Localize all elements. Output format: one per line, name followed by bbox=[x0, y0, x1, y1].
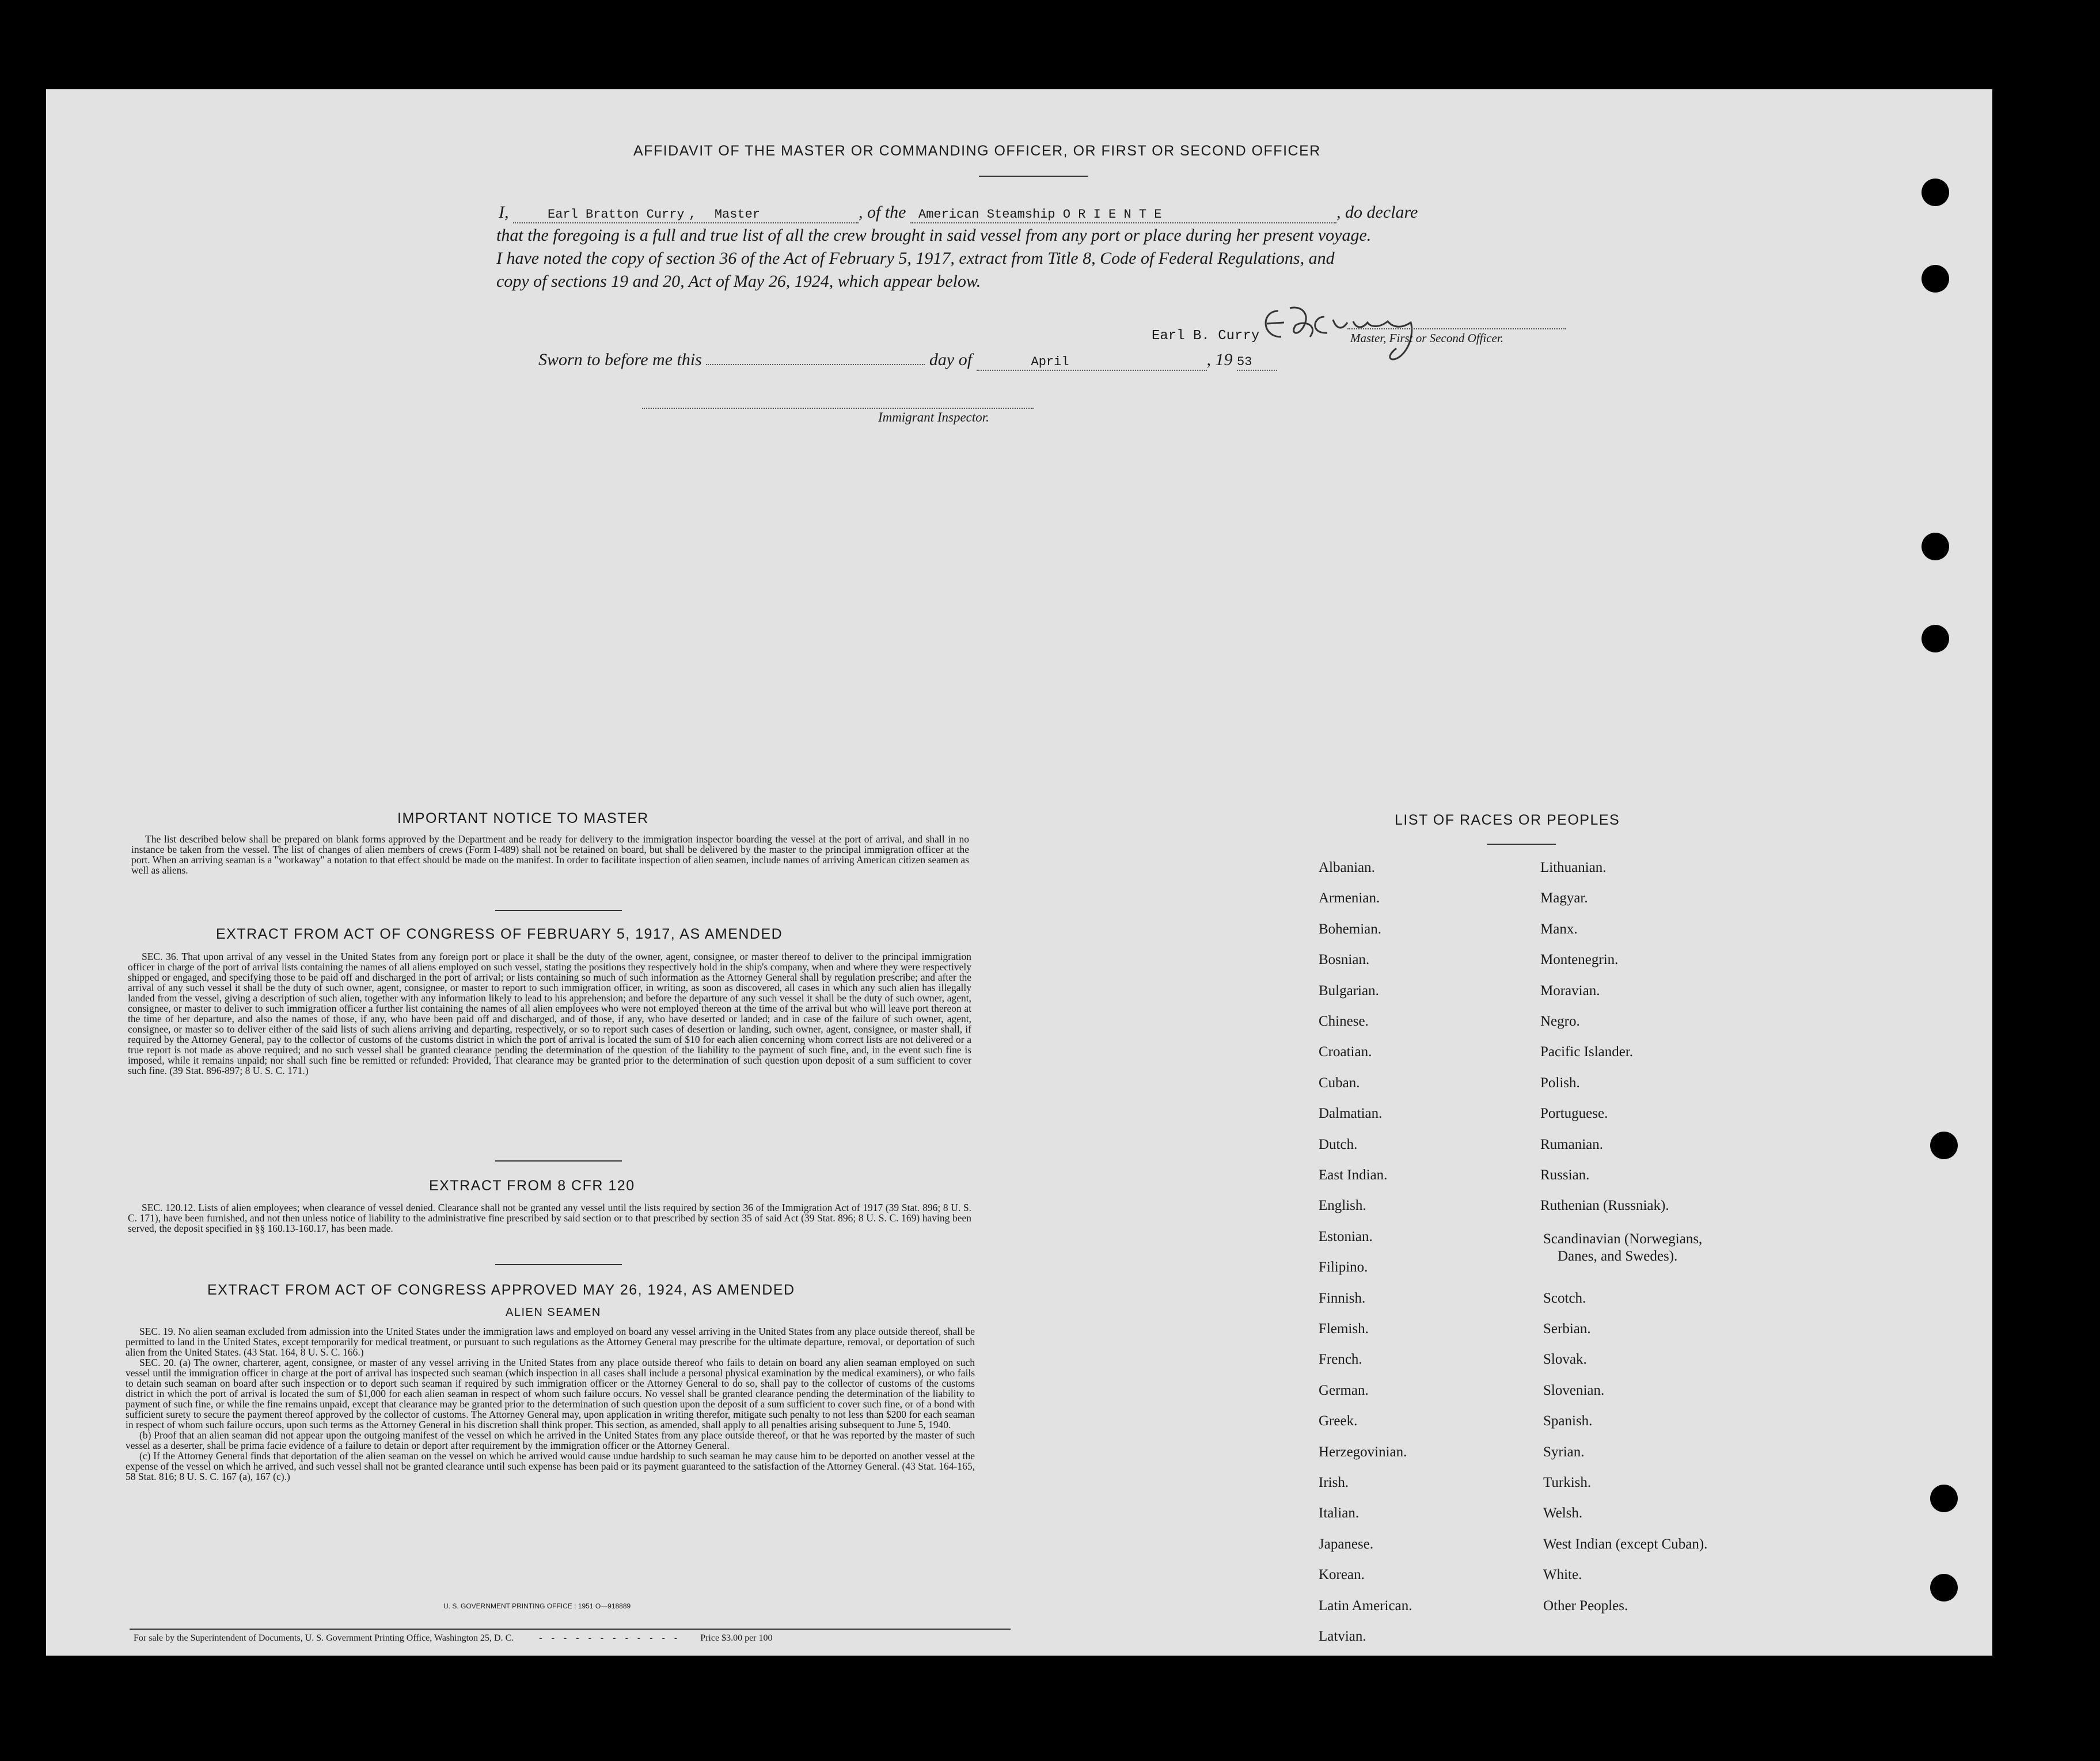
binder-hole bbox=[1921, 533, 1949, 560]
race-item: White. bbox=[1543, 1567, 1582, 1583]
affidavit-line-4: copy of sections 19 and 20, Act of May 26, 1924, which appear below. bbox=[496, 272, 981, 291]
race-item: Scandinavian (Norwegians, bbox=[1543, 1231, 1703, 1247]
race-item: Polish. bbox=[1540, 1075, 1580, 1091]
race-item: Spanish. bbox=[1543, 1413, 1593, 1429]
race-item: Italian. bbox=[1319, 1505, 1360, 1521]
inspector-signature-line bbox=[642, 408, 1034, 409]
race-item: Welsh. bbox=[1543, 1505, 1583, 1521]
i-label: I, bbox=[499, 203, 509, 222]
race-item: West Indian (except Cuban). bbox=[1543, 1536, 1708, 1552]
race-item: Estonian. bbox=[1319, 1228, 1373, 1244]
race-item: Filipino. bbox=[1319, 1259, 1368, 1276]
affidavit-title: AFFIDAVIT OF THE MASTER OR COMMANDING OFFICER, OR FIRST OR SECOND OFFICER bbox=[633, 143, 1321, 159]
race-item: Negro. bbox=[1540, 1014, 1580, 1029]
race-item: Croatian. bbox=[1319, 1044, 1372, 1060]
races-title-rule bbox=[1487, 844, 1556, 845]
race-item: Korean. bbox=[1319, 1567, 1365, 1583]
section-divider bbox=[495, 1264, 622, 1265]
race-item: English. bbox=[1319, 1198, 1366, 1214]
sworn-year: 53 bbox=[1237, 355, 1252, 369]
affidavit-line-2: that the foregoing is a full and true list of all the crew brought in said vessel from any port or place during her present voyage. bbox=[496, 226, 1372, 245]
race-item: Latvian. bbox=[1319, 1629, 1366, 1644]
vessel-name: American Steamship O R I E N T E bbox=[918, 207, 1162, 222]
binder-hole bbox=[1921, 265, 1949, 293]
race-item: Slovak. bbox=[1543, 1352, 1587, 1368]
signature-line bbox=[1347, 328, 1566, 329]
footer-rule bbox=[130, 1629, 1011, 1630]
notice-text: The list described below shall be prepared on blank forms approved by the Department and be ready for delivery to the immigration inspector boarding the vessel at the port of arrival, and shall in no instance be taken from the vessel. The list of changes of alien members of crews (Form I-489) shall not be retained on board, but shall be delivered by the master to the principal immigration officer at the port. When an arriving seaman is a "workaway" a notation to that effect should be made on the manifest. In order to facilitate inspection of alien seamen, include names of arriving American citizen seamen as well as aliens. bbox=[131, 833, 969, 876]
race-item: French. bbox=[1319, 1352, 1362, 1368]
race-item: Ruthenian (Russniak). bbox=[1540, 1198, 1669, 1214]
inspector-label: Immigrant Inspector. bbox=[878, 410, 989, 424]
race-item: Pacific Islander. bbox=[1540, 1044, 1634, 1060]
race-item: Albanian. bbox=[1319, 860, 1375, 875]
race-item: Moravian. bbox=[1540, 982, 1600, 999]
extract-1924-title: EXTRACT FROM ACT OF CONGRESS APPROVED MAY 26, 1924, AS AMENDED bbox=[207, 1282, 795, 1298]
signer-typed-name: Earl B. Curry bbox=[1152, 328, 1260, 344]
master-rank: Master bbox=[714, 207, 761, 222]
race-item: Herzegovinian. bbox=[1319, 1444, 1407, 1460]
binder-hole bbox=[1930, 1132, 1958, 1159]
extract-1924-text: SEC. 19. No alien seaman excluded from admission into the United States under the immigration laws and employed on board any vessel arriving in the United States from any place outside thereof, shall be permitted to land in the United States, except temporarily for medical treatment, or pursuant to such regulations as the Attorney General may prescribe for the ultimate departure, removal, or deportation of such alien from the United States. (43 Stat. 164, 8 U. S. C. 166.) SEC. 20. (a) The owner, charterer, agent, consignee, or master of any vessel arriving in the United States from any place outside thereof who fails to detain on board any alien seaman employed on such vessel until the immigration officer in charge at the port of arrival has inspected such seaman (which inspection in all cases shall include a personal physical examination by the medical examiners), or who fails to detain such seaman on board after such inspection or to deport such seaman if required by such immigration officer or the Attorney General to do so, shall pay to the collector of customs of the customs district in which the port of arrival is located the sum of $1,000 for each alien seaman in respect of whom such failure occurs. No vessel shall be granted clearance pending the determination of the liability to payment of such fine, or while the fine remains unpaid, except that clearance may be granted prior to the determination of such question upon the deposit of a sum sufficient to cover such fine, or of a bond with sufficient surety to secure the payment thereof approved by the collector of customs. The Attorney General may, upon application in writing therefor, mitigate such penalty to not less than $200 for each seaman in respect of whom such failure occurs, upon such terms as the Attorney General in his discretion shall think proper. This section, as amended, shall apply to all penalties arising subsequent to June 5, 1940. (b) Proof that an alien seaman did not appear upon the outgoing manifest of the vessel on which he arrived in the United States from any place outside thereof, or that he was reported by the master of such vessel as a deserter, shall be prima facie evidence of a failure to detain or deport after requirement by the immigration officer or the Attorney General. (c) If the Attorney General finds that deportation of the alien seaman on the vessel on which he arrived would cause undue hardship to such seaman he may cause him to be deported on another vessel at the expense of the vessel on which he arrived, and such vessel shall not be granted clearance until such expense has been paid or its payment guaranteed to the satisfaction of the Attorney General. (43 Stat. 164-165, 58 Stat. 816; 8 U. S. C. 167 (a), 167 (c).) bbox=[126, 1326, 975, 1482]
race-item: Latin American. bbox=[1319, 1597, 1412, 1614]
race-item: Magyar. bbox=[1540, 890, 1588, 906]
race-item: Finnish. bbox=[1319, 1290, 1366, 1306]
extract-1917-text: SEC. 36. That upon arrival of any vessel in the United States from any foreign port or place it shall be the duty of the owner, agent, consignee, or master thereof to deliver to the principal immigration officer in charge of the port of arrival lists containing the names of all aliens employed on such vessel, stating the positions they respectively hold in the ship's company, when and where they were respectively shipped or engaged, and specifying those to be paid off and discharged in the port of arrival; or lists containing so much of such information as the Attorney General shall by regulation prescribe; and after the arrival of any such vessel it shall be the duty of such owner, agent, consignee, or master to report to such immigration officer, in writing, as soon as discovered, all cases in which any such alien has illegally landed from the vessel, giving a description of such alien, together with any information likely to lead to his apprehension; and before the departure of any such vessel it shall be the duty of such owner, agent, consignee, or master to deliver to such immigration officer a further list containing the names of all alien employees who were not employed thereon at the time of the arrival but who will leave port thereon at the time of her departure, and also the names of those, if any, who have been paid off and discharged, and of those, if any, who have deserted or landed; and in case of the failure of such owner, agent, consignee, or master so to deliver either of the said lists of such aliens arriving and departing, respectively, or so to report such cases of desertion or landing, such owner, agent, consignee, or master shall, if required by the Attorney General, pay to the collector of customs of the customs district in which the port of arrival is located the sum of $10 for each alien concerning whom correct lists are not delivered or a true report is not made as above required; and no such vessel shall be granted clearance pending the determination of the question of the liability to the payment of such fine, and, in the event such fine is imposed, while it remains unpaid; nor shall such fine be remitted or refunded: Provided, That clearance may be granted prior to the determination of such question upon deposit of a sum sufficient to cover such fine. (39 Stat. 896-897; 8 U. S. C. 171.) bbox=[128, 951, 971, 1076]
race-item: Montenegrin. bbox=[1540, 952, 1619, 968]
race-item: Dutch. bbox=[1319, 1136, 1358, 1152]
race-item: Slovenian. bbox=[1543, 1382, 1605, 1398]
race-item: Greek. bbox=[1319, 1413, 1358, 1429]
race-item: Turkish. bbox=[1543, 1475, 1592, 1490]
master-name: Earl Bratton Curry bbox=[548, 207, 685, 222]
section-divider bbox=[495, 1160, 622, 1162]
race-item: Chinese. bbox=[1319, 1014, 1369, 1029]
gpo-line: U. S. GOVERNMENT PRINTING OFFICE : 1951 O—918889 bbox=[443, 1602, 631, 1610]
section-divider bbox=[495, 910, 622, 911]
race-item: Russian. bbox=[1540, 1167, 1590, 1183]
notice-title: IMPORTANT NOTICE TO MASTER bbox=[397, 810, 649, 826]
race-item: Portuguese. bbox=[1540, 1106, 1608, 1122]
race-item: Lithuanian. bbox=[1540, 860, 1607, 875]
race-item: Irish. bbox=[1319, 1475, 1349, 1490]
race-item: Danes, and Swedes). bbox=[1558, 1248, 1678, 1264]
race-item: Manx. bbox=[1540, 921, 1578, 937]
race-item: Scotch. bbox=[1543, 1290, 1586, 1306]
binder-hole bbox=[1930, 1485, 1958, 1512]
race-item: Bulgarian. bbox=[1319, 982, 1379, 999]
title-divider bbox=[979, 176, 1088, 177]
race-item: East Indian. bbox=[1319, 1167, 1388, 1183]
race-item: German. bbox=[1319, 1382, 1369, 1398]
signer-title: Master, First or Second Officer. bbox=[1350, 331, 1503, 345]
binder-hole bbox=[1921, 179, 1949, 206]
affidavit-line-3: I have noted the copy of section 36 of the Act of February 5, 1917, extract from Title 8, Code of Federal Regulations, and bbox=[496, 249, 1335, 268]
binder-hole bbox=[1921, 625, 1949, 652]
race-item: Bohemian. bbox=[1319, 921, 1382, 937]
race-item: Armenian. bbox=[1319, 890, 1380, 906]
extract-cfr-title: EXTRACT FROM 8 CFR 120 bbox=[429, 1178, 635, 1194]
sworn-month: April bbox=[1031, 355, 1069, 369]
extract-cfr-text: SEC. 120.12. Lists of alien employees; when clearance of vessel denied. Clearance shall not be granted any vessel until the lists required by section 36 of the Immigration Act of 1917 (39 Stat. 896; 8 U. S. C. 171), have been furnished, and not then unless notice of liability to the administrative fine prescribed by said section or to that prescribed by section 35 of said Act (39 Stat. 896; 8 U. S. C. 169) having been served, the deposit specified in §§ 160.13-160.17, has been made. bbox=[128, 1202, 971, 1234]
race-item: Serbian. bbox=[1543, 1321, 1591, 1337]
sworn-line: Sworn to before me this day of April , 19 53 bbox=[538, 350, 1277, 371]
race-item: Dalmatian. bbox=[1319, 1106, 1383, 1122]
extract-1917-title: EXTRACT FROM ACT OF CONGRESS OF FEBRUARY 5, 1917, AS AMENDED bbox=[216, 926, 783, 942]
affidavit-line-1: I, Earl Bratton Curry , Master , of the American Steamship O R I E N T E , do declare bbox=[499, 203, 1418, 223]
binder-hole bbox=[1930, 1574, 1958, 1601]
race-item: Rumanian. bbox=[1540, 1136, 1604, 1152]
race-item: Syrian. bbox=[1543, 1444, 1585, 1460]
footer-text: For sale by the Superintendent of Documents, U. S. Government Printing Office, Washington 25, D. C. - - - - - - - - - - - - Price $3.00 per 100 bbox=[134, 1633, 773, 1643]
race-item: Japanese. bbox=[1319, 1536, 1374, 1552]
races-title: LIST OF RACES OR PEOPLES bbox=[1395, 812, 1620, 828]
race-item: Other Peoples. bbox=[1543, 1597, 1628, 1614]
race-item: Flemish. bbox=[1319, 1321, 1369, 1337]
extract-1924-subtitle: ALIEN SEAMEN bbox=[506, 1306, 601, 1319]
race-item: Bosnian. bbox=[1319, 952, 1370, 968]
race-item: Cuban. bbox=[1319, 1075, 1360, 1091]
